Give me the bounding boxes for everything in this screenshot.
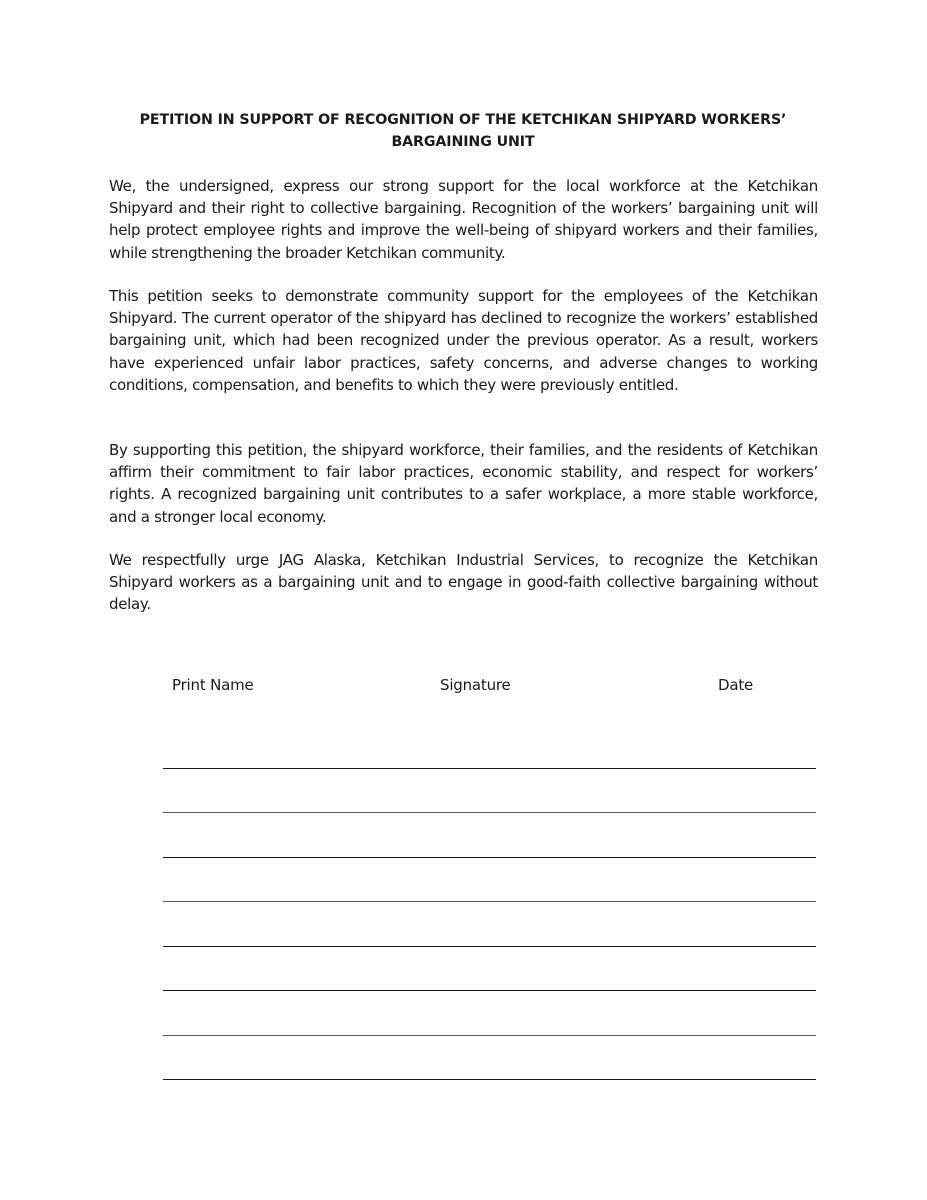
print-name-header: Print Name	[172, 676, 254, 694]
signature-line	[163, 812, 816, 813]
intro-paragraph: We, the undersigned, express our strong support for the local workforce at the Ketchikan Shipyard and their right to collective bargaining. Recognition of the workers’ bargaining unit will help protect employee rights and improve the well-being of shipyard workers and their families, while strengthening the broader Ketchikan community.	[109, 177, 818, 262]
purpose-paragraph: This petition seeks to demonstrate community support for the employees of the Ketchikan Shipyard. The current operator of the shipyard has declined to recognize the workers’ established bargaining unit, which had been recognized under the previous operator. As a result, workers have experienced unfair labor practices, safety concerns, and adverse changes to working conditions, compensation, and benefits to which they were previously entitled.	[109, 287, 818, 394]
date-header: Date	[718, 676, 754, 694]
signature-header: Signature	[440, 676, 511, 694]
signature-line	[163, 768, 816, 769]
request-paragraph: We respectfully urge JAG Alaska, Ketchikan Industrial Services, to recognize the Ketchikan Shipyard workers as a bargaining unit and to engage in good-faith collective bargaining without delay.	[109, 551, 818, 614]
signature-line	[163, 1035, 816, 1036]
signature-line	[163, 946, 816, 947]
petition-title: PETITION IN SUPPORT OF RECOGNITION OF THE KETCHIKAN SHIPYARD WORKERS’ BARGAINING UNIT	[139, 112, 787, 150]
signature-line	[163, 901, 816, 902]
signature-line	[163, 1079, 816, 1080]
support-paragraph: By supporting this petition, the shipyard workforce, their families, and the residents of Ketchikan affirm their commitment to fair labor practices, economic stability, and respect for workers’ rights. A recognized bargaining unit contributes to a safer workplace, a more stable workforce, and a stronger local economy.	[109, 441, 818, 526]
signature-line	[163, 990, 816, 991]
signature-line	[163, 857, 816, 858]
